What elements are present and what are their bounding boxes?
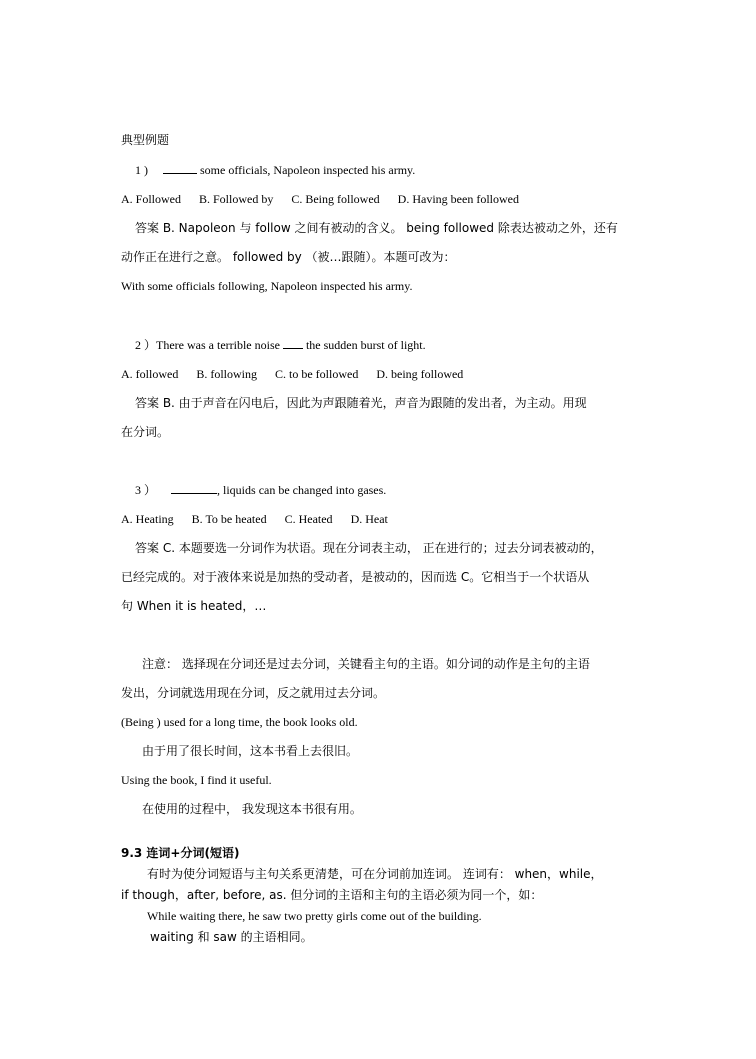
section-93-line-1: 有时为使分词短语与主句关系更清楚，可在分词前加连词。 连词有： when，while，: [147, 867, 603, 881]
question-number: 2 ）: [135, 338, 157, 352]
answer-3-line-2: 已经完成的。对于液体来说是加热的受动者，是被动的，因而选 C。它相当于一个状语从: [121, 570, 590, 584]
option-d: D. Heat: [350, 512, 388, 526]
answer-2-line-1: 答案 B. 由于声音在闪电后，因此为声跟随着光，声音为跟随的发出者，为主动。用现: [135, 396, 587, 410]
option-d: D. Having been followed: [397, 192, 519, 206]
option-c: C. Being followed: [291, 192, 380, 206]
answer-blank: [171, 482, 217, 494]
options-row-1: [121, 191, 519, 207]
answer-3-line-3: 句 When it is heated，…: [121, 599, 267, 613]
options-row-2: [121, 366, 463, 382]
note-example-1-zh: 由于用了很长时间，这本书看上去很旧。: [142, 744, 359, 758]
example-sentence-1: With some officials following, Napoleon inspected his army.: [121, 279, 413, 293]
question-number: 1 ): [135, 163, 148, 177]
question-stem: , liquids can be changed into gases.: [217, 483, 387, 497]
question-1: [135, 162, 415, 178]
note-example-2-en: Using the book, I find it useful.: [121, 773, 272, 787]
option-a: A. Followed: [121, 192, 181, 206]
option-b: B. To be heated: [191, 512, 267, 526]
option-a: A. Heating: [121, 512, 174, 526]
option-a: A. followed: [121, 367, 179, 381]
question-3: [135, 482, 386, 498]
note-line-1: 注意： 选择现在分词还是过去分词，关键看主句的主语。如分词的动作是主句的主语: [142, 657, 590, 671]
answer-3-line-1: 答案 C. 本题要选一分词作为状语。现在分词表主动， 正在进行的；过去分词表被动的，: [135, 541, 603, 555]
section-title: 典型例题: [121, 133, 170, 147]
section-93-example-zh: waiting 和 saw 的主语相同。: [150, 930, 313, 944]
question-stem-after: the sudden burst of light.: [305, 338, 426, 352]
answer-1-line-1: 答案 B. Napoleon 与 follow 之间有被动的含义。 being followed 除表达被动之外，还有: [135, 221, 618, 235]
question-2: [135, 337, 426, 353]
note-example-2-zh: 在使用的过程中， 我发现这本书很有用。: [142, 802, 362, 816]
option-b: B. following: [196, 367, 257, 381]
section-93-line-2: if though，after, before, as. 但分词的主语和主句的主语必须为同一个，如：: [121, 888, 543, 902]
question-number: 3 ）: [135, 483, 157, 497]
option-c: C. Heated: [284, 512, 333, 526]
options-row-3: [121, 511, 388, 527]
question-stem-before: There was a terrible noise: [156, 338, 280, 352]
answer-blank: [163, 162, 197, 174]
note-line-2: 发出，分词就选用现在分词，反之就用过去分词。: [121, 686, 386, 700]
section-93-example-en: While waiting there, he saw two pretty girls come out of the building.: [147, 909, 482, 923]
note-example-1-en: (Being ) used for a long time, the book looks old.: [121, 715, 358, 729]
option-b: B. Followed by: [199, 192, 274, 206]
option-c: C. to be followed: [275, 367, 359, 381]
option-d: D. being followed: [376, 367, 464, 381]
answer-2-line-2: 在分词。: [121, 425, 170, 439]
section-heading: 9.3 连词+分词(短语): [121, 846, 240, 860]
question-stem: some officials, Napoleon inspected his army.: [200, 163, 416, 177]
answer-1-line-2: 动作正在进行之意。 followed by （被…跟随）。本题可改为：: [121, 250, 456, 264]
answer-blank: [283, 337, 303, 349]
